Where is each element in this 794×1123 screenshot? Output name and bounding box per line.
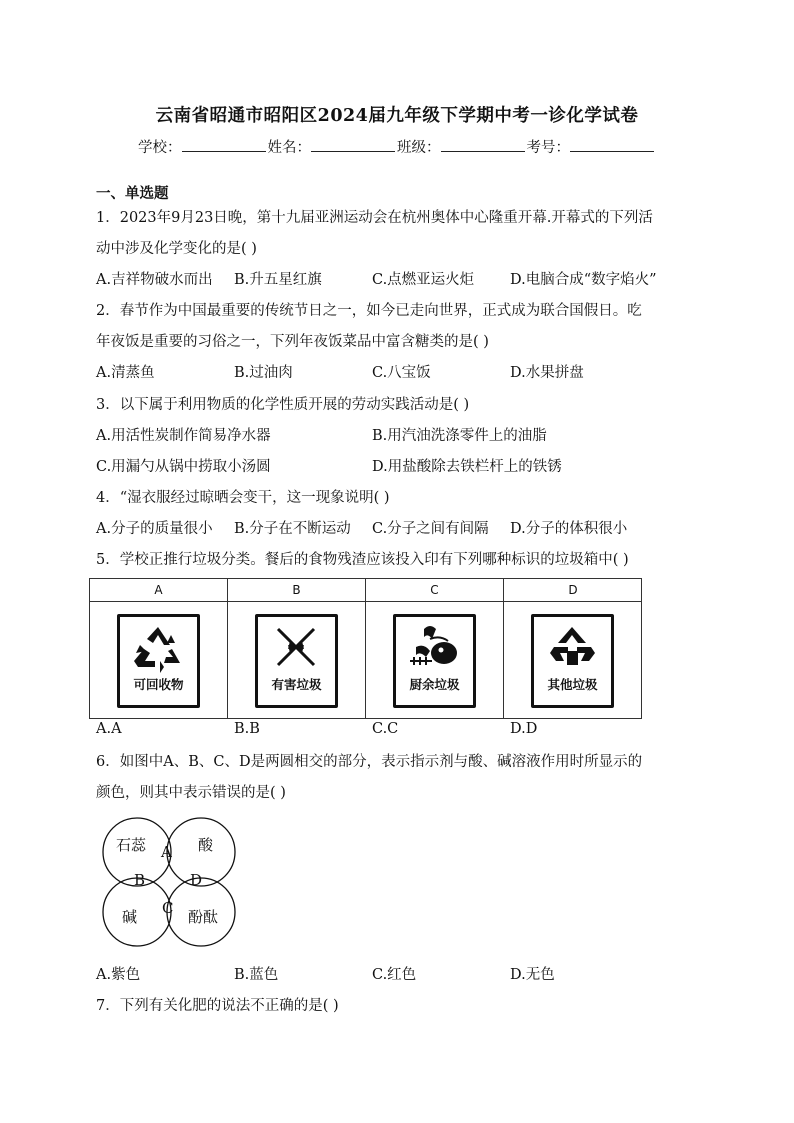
venn-region-d: D xyxy=(190,871,203,889)
q1-stem-line1: 1．2023年9月23日晚，第十九届亚洲运动会在杭州奥体中心隆重开幕.开幕式的下列活 xyxy=(96,210,653,226)
table-header-c: C xyxy=(366,579,503,602)
class-label: 班级： xyxy=(397,140,441,156)
name-blank[interactable] xyxy=(311,137,395,152)
table-header-a: A xyxy=(90,579,227,602)
q5-option-b[interactable]: B.B xyxy=(234,721,260,737)
q4-option-a[interactable]: A.分子的质量很小 xyxy=(96,521,213,537)
q3-option-a[interactable]: A.用活性炭制作简易净水器 xyxy=(96,428,271,444)
exam-no-blank[interactable] xyxy=(570,137,654,152)
q6-option-c[interactable]: C.红色 xyxy=(372,967,417,983)
q2-option-c[interactable]: C.八宝饭 xyxy=(372,365,431,381)
q5-option-d[interactable]: D.D xyxy=(510,721,538,737)
q5-option-c[interactable]: C.C xyxy=(372,721,399,737)
section-heading: 一、单选题 xyxy=(96,185,169,202)
venn-region-b: B xyxy=(134,871,146,889)
venn-base: 碱 xyxy=(122,908,138,926)
table-col-b xyxy=(228,579,366,718)
fish-bone-icon xyxy=(396,617,473,681)
table-header-d: D xyxy=(504,579,642,602)
q4-stem-line1: 4．“湿衣服经过晾晒会变干，这一现象说明( ) xyxy=(96,490,390,506)
hazardous-label: 有害垃圾 xyxy=(271,677,322,692)
q2-option-b[interactable]: B.过油肉 xyxy=(234,365,293,381)
venn-phenol: 酚酞 xyxy=(188,908,219,926)
q6-option-d[interactable]: D.无色 xyxy=(510,967,555,983)
q5-option-a[interactable]: A.A xyxy=(96,721,122,737)
name-label: 姓名： xyxy=(267,140,311,156)
q6-stem-line1: 6．如图中A、B、C、D是两圆相交的部分，表示指示剂与酸、碱溶液作用时所显示的 xyxy=(96,754,643,770)
q2-stem-line1: 2．春节作为中国最重要的传统节日之一，如今已走向世界，正式成为联合国假日。吃 xyxy=(96,303,642,319)
venn-region-a: A xyxy=(161,843,172,861)
table-col-a xyxy=(90,579,228,718)
q2-option-a[interactable]: A.清蒸鱼 xyxy=(96,365,155,381)
q7-stem-line1: 7．下列有关化肥的说法不正确的是( ) xyxy=(96,998,339,1014)
q6-option-b[interactable]: B.蓝色 xyxy=(234,967,279,983)
q6-option-a[interactable]: A.紫色 xyxy=(96,967,141,983)
food-waste-label: 厨余垃圾 xyxy=(409,677,460,692)
food-waste-sign xyxy=(393,614,476,708)
other-waste-icon xyxy=(534,621,611,681)
recyclable-sign xyxy=(117,614,200,708)
q1-option-b[interactable]: B.升五星红旗 xyxy=(234,272,322,288)
q6-stem-line2: 颜色，则其中表示错误的是( ) xyxy=(96,785,286,801)
table-col-d xyxy=(504,579,642,718)
venn-region-c: C xyxy=(162,899,174,917)
hazard-cross-icon xyxy=(258,619,335,679)
q4-option-d[interactable]: D.分子的体积很小 xyxy=(510,521,628,537)
page-title: 云南省昭通市昭阳区2024届九年级下学期中考一诊化学试卷 xyxy=(155,106,639,126)
recyclable-label: 可回收物 xyxy=(133,677,184,692)
hazardous-sign xyxy=(255,614,338,708)
q4-option-b[interactable]: B.分子在不断运动 xyxy=(234,521,351,537)
q3-stem-line1: 3．以下属于利用物质的化学性质开展的劳动实践活动是( ) xyxy=(96,397,470,413)
q3-option-c[interactable]: C.用漏勺从锅中捞取小汤圆 xyxy=(96,459,271,475)
q1-option-a[interactable]: A.吉祥物破水而出 xyxy=(96,272,213,288)
q3-option-d[interactable]: D.用盐酸除去铁栏杆上的铁锈 xyxy=(372,459,562,475)
table-col-c xyxy=(366,579,504,718)
q2-stem-line2: 年夜饭是重要的习俗之一，下列年夜饭菜品中富含糖类的是( ) xyxy=(96,334,489,350)
q1-option-c[interactable]: C.点燃亚运火炬 xyxy=(372,272,475,288)
indicator-venn-diagram xyxy=(100,812,240,952)
other-waste-label: 其他垃圾 xyxy=(547,677,598,692)
table-header-b: B xyxy=(228,579,365,602)
other-waste-sign xyxy=(531,614,614,708)
q2-option-d[interactable]: D.水果拼盘 xyxy=(510,365,584,381)
venn-litmus: 石蕊 xyxy=(116,836,147,854)
q4-option-c[interactable]: C.分子之间有间隔 xyxy=(372,521,489,537)
school-blank[interactable] xyxy=(182,137,266,152)
q5-stem-line1: 5．学校正推行垃圾分类。餐后的食物残渣应该投入印有下列哪种标识的垃圾箱中( ) xyxy=(96,552,629,568)
student-info-line xyxy=(0,136,794,157)
venn-acid: 酸 xyxy=(198,836,214,854)
class-blank[interactable] xyxy=(441,137,525,152)
exam-no-label: 考号： xyxy=(526,140,570,156)
venn-circles xyxy=(100,812,240,952)
q1-option-d[interactable]: D.电脑合成“数字焰火” xyxy=(510,272,657,288)
garbage-sign-table xyxy=(89,578,642,719)
school-label: 学校： xyxy=(138,140,182,156)
q3-option-b[interactable]: B.用汽油洗涤零件上的油脂 xyxy=(372,428,547,444)
recycle-icon xyxy=(120,621,197,681)
q1-stem-line2: 动中涉及化学变化的是( ) xyxy=(96,241,257,257)
